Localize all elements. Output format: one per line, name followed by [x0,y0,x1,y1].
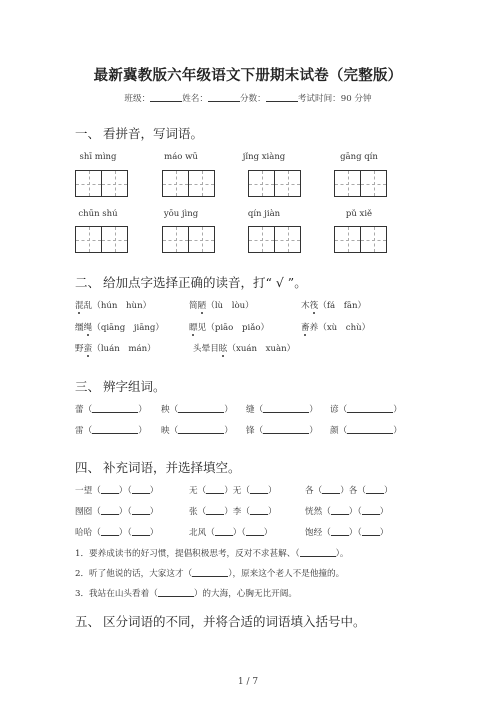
section-title: 看拼音，写词语。 [103,126,204,141]
answer-blank[interactable] [347,403,393,413]
word-prefix: 缰 [75,323,84,333]
answer-blank[interactable] [178,424,224,434]
answer-blank[interactable] [132,526,150,536]
pronunciation-row [0,321,496,333]
time-label: 考试时间：90 分钟 [297,94,372,104]
idiom-row: 一望（ ）（ ） 无（ ）无（ ） 各（ ）各（ ） [75,486,393,496]
section-number: 三、 [75,379,101,394]
section-2-heading [75,273,307,291]
writing-grid[interactable] [162,170,215,197]
answer-blank[interactable] [158,587,194,597]
section-3-heading [75,377,166,395]
character: 颜 [330,426,339,436]
pronunciation-row [0,342,496,354]
section-number: 二、 [75,275,101,290]
score-label: 分数： [239,94,266,104]
writing-grid[interactable] [75,170,128,197]
answer-blank[interactable] [132,505,150,515]
idiom-row: 囫囵（ ）（ ） 张（ ）李（ ） 恍然（ ）（ ） [75,507,389,517]
writing-grid[interactable] [162,226,215,253]
answer-blank[interactable] [206,484,224,494]
reading-options[interactable]: （piāo piǎo） [206,323,270,333]
section-number: 五、 [75,614,101,629]
reading-options[interactable]: （lù lòu） [206,301,254,311]
class-blank [150,92,182,102]
answer-blank[interactable] [250,505,268,515]
word-prefix: 头晕目 [193,344,219,354]
pinyin-label: pǔ xiě [345,209,373,219]
word-prefix: 木 [301,301,310,311]
page-number: 1 / 7 [237,677,259,687]
answer-blank[interactable] [206,505,224,515]
name-blank [208,92,240,102]
score-blank [266,92,298,102]
pinyin-label: chūn shú [78,209,118,219]
answer-blank[interactable] [178,403,224,413]
reading-options[interactable]: （xuán xuàn） [227,344,296,354]
writing-grid[interactable] [334,170,387,197]
answer-blank[interactable] [192,567,228,577]
dotted-char: 陋 [197,301,207,311]
reading-options[interactable]: （qiāng jiāng） [92,323,164,333]
pinyin-label: yōu jìng [163,209,199,219]
word-rest: 养 [309,323,319,333]
reading-options[interactable]: （luán mán） [92,344,156,354]
dotted-char: 瞟 [189,323,198,333]
answer-blank[interactable] [132,484,150,494]
pronunciation-row [0,299,496,311]
character: 秧 [161,405,170,415]
answer-blank[interactable] [92,403,138,413]
pinyin-label: gāng qín [340,152,378,162]
class-label: 班级： [124,94,151,104]
character: 缝 [246,405,255,415]
character-row: 蕾（ ） 秧（ ） 缝（ ） 谚（ ） [75,405,402,415]
dotted-char: 筏 [309,301,319,311]
name-label: 姓名： [182,94,208,104]
section-title: 给加点字选择正确的读音，打“ √ ”。 [103,275,307,290]
character: 蕾 [75,405,84,415]
answer-blank[interactable] [362,505,380,515]
writing-grid[interactable] [75,226,128,253]
word-rest: 乱 [83,301,93,311]
pinyin-label: jǐng xiàng [242,152,286,162]
word-rest: 见 [197,323,207,333]
idiom-row: 哈哈（ ）（ ） 北风（ ）（ ） 饱经（ ）（ ） [75,528,389,538]
writing-grid[interactable] [248,226,301,253]
character: 映 [161,426,170,436]
section-title: 区分词语的不同，并将合适的词语填入括号中。 [103,614,366,629]
student-info-line [0,92,496,104]
dotted-char: 绳 [83,323,93,333]
reading-options[interactable]: （fá fān） [318,301,367,311]
fill-sentence-1: 1．要养成读书的好习惯，提倡积极思考，反对不求甚解、（ ）。 [75,549,349,559]
answer-blank[interactable] [347,424,393,434]
section-number: 四、 [75,460,101,475]
section-title: 补充词语，并选择填空。 [103,460,241,475]
answer-blank[interactable] [250,484,268,494]
word-prefix: 简 [189,301,198,311]
answer-blank[interactable] [322,484,340,494]
answer-blank[interactable] [215,526,233,536]
dotted-char: 混 [75,301,84,311]
section-number: 一、 [75,126,101,141]
answer-blank[interactable] [101,505,119,515]
section-title: 辨字组词。 [103,379,166,394]
pinyin-label: qín jiàn [247,209,281,219]
answer-blank[interactable] [331,526,349,536]
answer-blank[interactable] [362,526,380,536]
reading-options[interactable]: （hún hùn） [92,301,152,311]
section-5-heading [75,612,366,630]
writing-grid[interactable] [248,170,301,197]
dotted-char: 眩 [218,344,228,354]
answer-blank[interactable] [246,526,264,536]
writing-grid[interactable] [334,226,387,253]
answer-blank[interactable] [263,403,309,413]
answer-blank[interactable] [331,505,349,515]
section-1-heading [75,124,203,142]
reading-options[interactable]: （xù chù） [318,323,371,333]
dotted-char: 畜 [301,323,310,333]
pinyin-label: shī mìng [79,152,117,162]
answer-blank[interactable] [92,424,138,434]
fill-sentence-2: 2．听了他说的话，大家这才（ ），原来这个老人不是他撞的。 [75,569,345,579]
dotted-char: 蛮 [83,344,93,354]
answer-blank[interactable] [101,526,119,536]
answer-blank[interactable] [366,484,384,494]
answer-blank[interactable] [101,484,119,494]
pinyin-label: máo wū [164,152,198,162]
character: 谚 [330,405,339,415]
answer-blank[interactable] [263,424,309,434]
character-row: 雷（ ） 映（ ） 锋（ ） 颜（ ） [75,426,402,436]
answer-blank[interactable] [300,547,336,557]
section-4-heading [75,458,241,476]
character: 锋 [246,426,255,436]
fill-sentence-3: 3．我站在山头看着（ ）的大海，心胸无比开阔。 [75,589,297,599]
page-title: 最新冀教版六年级语文下册期末试卷（完整版） [93,68,403,84]
character: 雷 [75,426,84,436]
word-prefix: 野 [75,344,84,354]
